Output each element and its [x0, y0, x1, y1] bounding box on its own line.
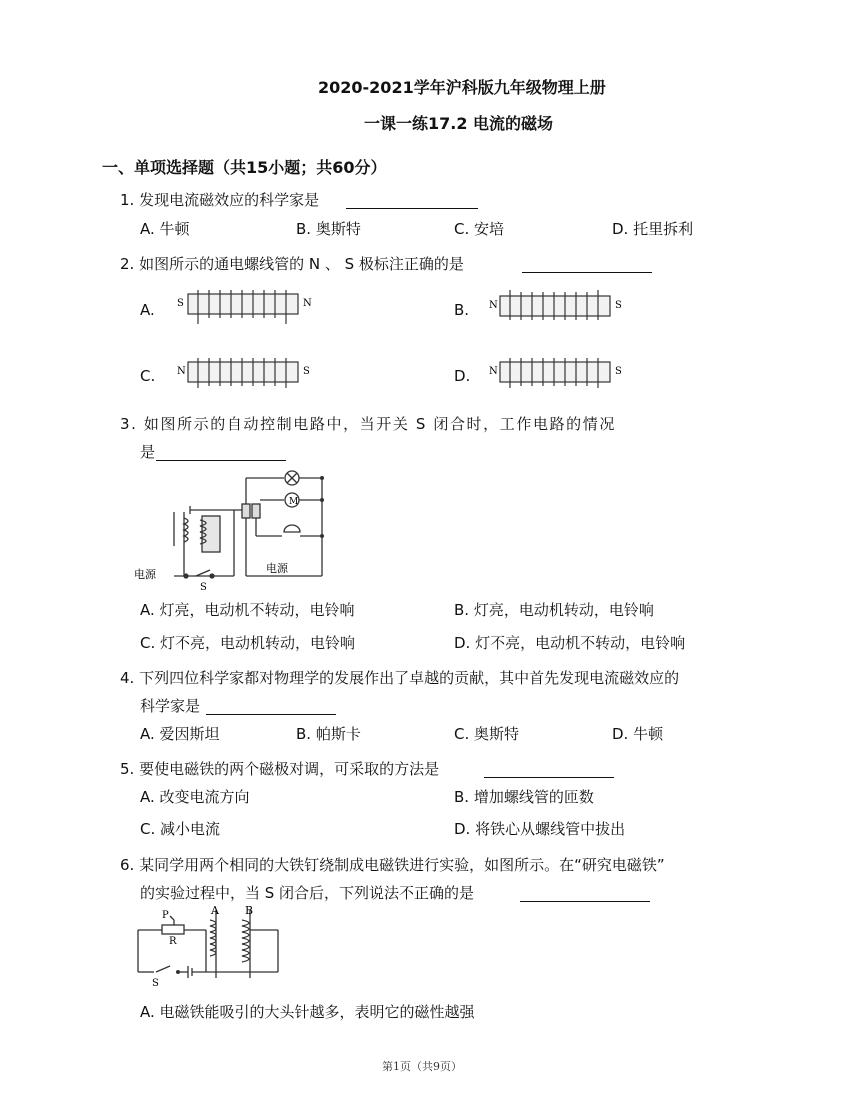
question-6-stem-line1: 6. 某同学用两个相同的大铁钉绕制成电磁铁进行实验，如图所示。在“研究电磁铁” [120, 856, 665, 874]
answer-blank-5[interactable] [484, 777, 614, 778]
label-s: S [303, 366, 310, 377]
label-r: R [169, 936, 177, 947]
answer-blank-4[interactable] [206, 714, 336, 715]
answer-blank-6[interactable] [520, 901, 650, 902]
q3-option-c[interactable]: C. 灯不亮，电动机转动，电铃响 [140, 634, 356, 652]
electromagnet-circuit-figure [134, 906, 284, 988]
relay-circuit-figure [134, 466, 334, 592]
q2-option-c[interactable]: C. [140, 367, 156, 385]
doc-subtitle: 一课一练17.2 电流的磁场 [364, 114, 554, 133]
label-n: N [489, 300, 498, 311]
q1-option-a[interactable]: A. 牛顿 [140, 220, 190, 238]
page-number: 第1页（共9页） [382, 1060, 462, 1073]
q5-option-a[interactable]: A. 改变电流方向 [140, 788, 250, 806]
q5-option-b[interactable]: B. 增加螺线管的匝数 [454, 788, 594, 806]
label-p: P [162, 910, 169, 921]
question-6-stem-line2: 的实验过程中，当 S 闭合后，下列说法不正确的是 [140, 884, 475, 902]
q3-option-a[interactable]: A. 灯亮，电动机不转动，电铃响 [140, 601, 355, 619]
solenoid-figure-a [176, 286, 316, 326]
solenoid-figure-c [176, 352, 316, 392]
q4-option-b[interactable]: B. 帕斯卡 [296, 725, 361, 743]
q3-option-d[interactable]: D. 灯不亮，电动机不转动，电铃响 [454, 634, 686, 652]
label-n: N [177, 366, 186, 377]
q6-option-a[interactable]: A. 电磁铁能吸引的大头针越多，表明它的磁性越强 [140, 1003, 475, 1021]
question-2-stem: 2. 如图所示的通电螺线管的 N 、 S 极标注正确的是 [120, 255, 464, 273]
answer-blank-2[interactable] [522, 272, 652, 273]
label-n: N [489, 366, 498, 377]
label-s: S [152, 978, 159, 988]
solenoid-figure-b [488, 286, 628, 326]
label-power-right: 电源 [266, 562, 288, 575]
q1-option-c[interactable]: C. 安培 [454, 220, 505, 238]
label-b: B [245, 906, 254, 917]
label-s: S [615, 300, 622, 311]
question-5-stem: 5. 要使电磁铁的两个磁极对调，可采取的方法是 [120, 760, 440, 778]
question-3-stem-line2: 是 [140, 443, 156, 461]
q5-option-c[interactable]: C. 减小电流 [140, 820, 221, 838]
q1-option-b[interactable]: B. 奥斯特 [296, 220, 361, 238]
label-s: S [615, 366, 622, 377]
question-4-stem-line2: 科学家是 [140, 697, 201, 715]
q3-option-b[interactable]: B. 灯亮，电动机转动，电铃响 [454, 601, 654, 619]
section-heading: 一、单项选择题（共15小题；共60分） [102, 158, 387, 177]
label-switch: S [200, 582, 207, 592]
question-4-stem-line1: 4. 下列四位科学家都对物理学的发展作出了卓越的贡献，其中首先发现电流磁效应的 [120, 669, 680, 687]
motor-label: M [289, 497, 299, 507]
doc-title: 2020-2021学年沪科版九年级物理上册 [318, 78, 606, 97]
label-s: S [177, 298, 184, 309]
q1-option-d[interactable]: D. 托里拆利 [612, 220, 694, 238]
label-n: N [303, 298, 312, 309]
label-a: A [211, 906, 219, 917]
question-1-stem: 1. 发现电流磁效应的科学家是 [120, 191, 320, 209]
question-3-stem-line1: 3. 如图所示的自动控制电路中，当开关 S 闭合时，工作电路的情况 [120, 415, 616, 433]
q4-option-d[interactable]: D. 牛顿 [612, 725, 664, 743]
q5-option-d[interactable]: D. 将铁心从螺线管中拔出 [454, 820, 626, 838]
solenoid-figure-d [488, 352, 628, 392]
q4-option-a[interactable]: A. 爱因斯坦 [140, 725, 220, 743]
q2-option-a[interactable]: A. [140, 301, 155, 319]
q2-option-b[interactable]: B. [454, 301, 470, 319]
answer-blank-1[interactable] [346, 208, 478, 209]
q4-option-c[interactable]: C. 奥斯特 [454, 725, 520, 743]
answer-blank-3[interactable] [156, 460, 286, 461]
q2-option-d[interactable]: D. [454, 367, 471, 385]
label-power-left: 电源 [134, 568, 156, 581]
